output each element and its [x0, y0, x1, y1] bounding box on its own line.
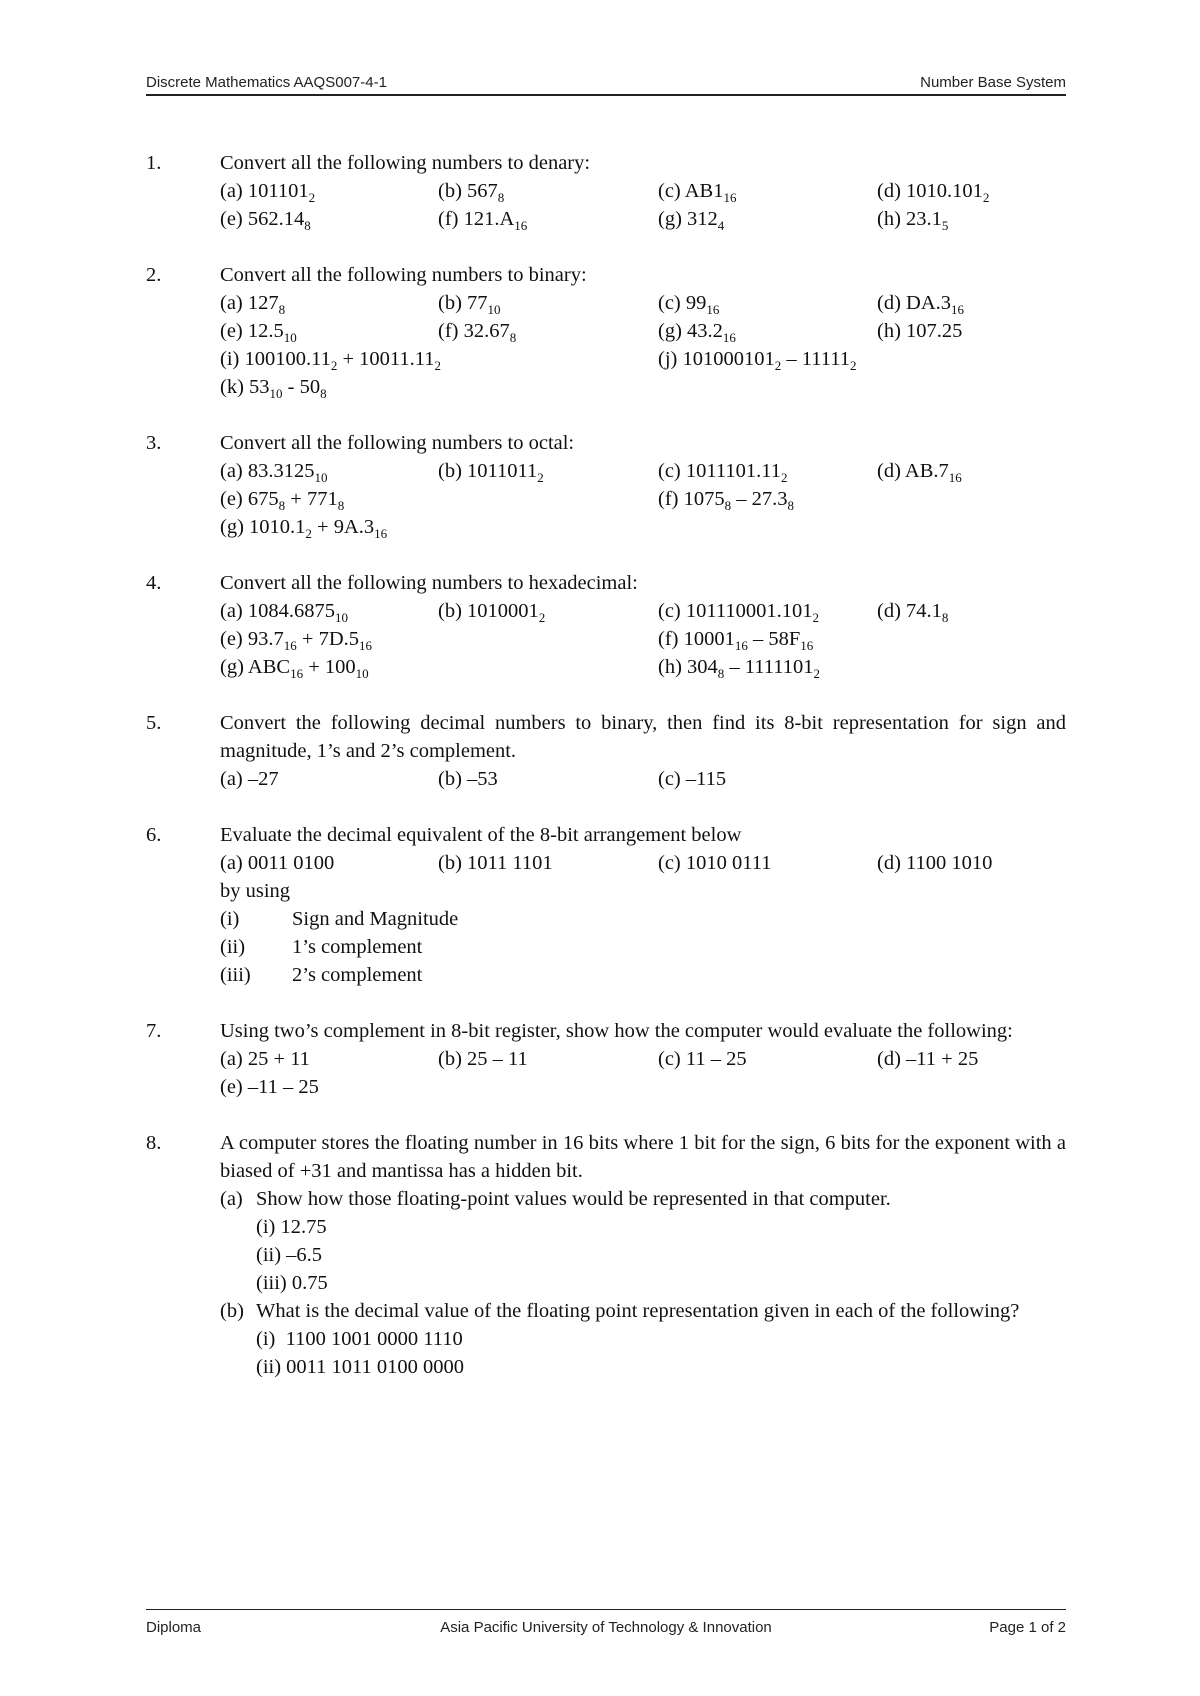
item: (b) –53	[438, 768, 498, 790]
item-row	[220, 205, 1066, 233]
item-row	[220, 765, 1066, 793]
header-rule	[146, 94, 1066, 96]
item: (c) $101110001.101_2$	[658, 600, 819, 626]
item: (b) $1010001_2$	[438, 600, 546, 626]
item: (e) $675_8 + 771_8$	[220, 488, 345, 514]
item: (g) $1010.1_2 + 9A.3_{16}$	[220, 516, 388, 542]
question-number: 2.	[146, 264, 162, 286]
question-number: 8.	[146, 1132, 162, 1154]
item-row	[220, 317, 1066, 345]
item-row	[220, 849, 1066, 877]
item: (b) $1011011_2$	[438, 460, 544, 486]
item: (f) $121.A_{16}$	[438, 208, 528, 234]
question-1	[146, 149, 1066, 233]
question-number: 6.	[146, 824, 162, 846]
question-7	[146, 1017, 1066, 1101]
item: (e) $12.5_{10}$	[220, 320, 297, 346]
item: (f) $1075_8 - 27.3_8$	[658, 488, 794, 514]
question-text: Convert all the following numbers to denary:	[220, 152, 591, 174]
method-item: (iii) 2’s complement	[220, 964, 423, 986]
item: (b) 25 – 11	[438, 1048, 528, 1070]
item: (a) 0011 0100	[220, 852, 335, 874]
item: (h) $304_8 - 1111101_2$	[658, 656, 820, 682]
question-number: 3.	[146, 432, 162, 454]
item: (d) $DA.3_{16}$	[877, 292, 965, 318]
item: (e) $562.14_8$	[220, 208, 311, 234]
question-2	[146, 261, 1066, 401]
item: (a) $1084.6875_{10}$	[220, 600, 349, 626]
item-row	[220, 1073, 1066, 1101]
item: (d) $AB.7_{16}$	[877, 460, 962, 486]
item: (k) $53_{10} - 50_8$	[220, 376, 327, 402]
item-row	[220, 177, 1066, 205]
question-text: Convert all the following numbers to hexadecimal:	[220, 572, 638, 594]
item: (a) 25 + 11	[220, 1048, 310, 1070]
item-row	[220, 457, 1066, 485]
question-6	[146, 821, 1066, 989]
item: (c) –115	[658, 768, 727, 790]
question-text: Using two’s complement in 8-bit register, show how the computer would evaluate the following:	[220, 1020, 1013, 1042]
item-row	[220, 345, 1066, 373]
item-row	[220, 513, 1066, 541]
question-number: 7.	[146, 1020, 162, 1042]
part-b	[220, 1297, 1066, 1325]
question-text: Evaluate the decimal equivalent of the 8-bit arrangement below	[220, 824, 742, 846]
item: (e) –11 – 25	[220, 1076, 319, 1098]
item: (g) $ABC_{16} + 100_{10}$	[220, 656, 369, 682]
question-text: A computer stores the floating number in 16 bits where 1 bit for the sign, 6 bits for the exponent with a biased of +31 and mantissa has a hidden bit.	[220, 1132, 1066, 1182]
question-number: 1.	[146, 152, 162, 174]
item-row	[220, 1045, 1066, 1073]
item: (a) $101101_2$	[220, 180, 316, 206]
part-a	[220, 1185, 1066, 1213]
question-text: Convert all the following numbers to octal:	[220, 432, 575, 454]
item-row	[220, 289, 1066, 317]
question-4	[146, 569, 1066, 681]
item: (a) –27	[220, 768, 279, 790]
sub-item: (ii) –6.5	[256, 1244, 323, 1266]
item: (d) 1100 1010	[877, 852, 993, 874]
question-text: Convert the following decimal numbers to binary, then find its 8-bit representation for sign and magnitude, 1’s and 2’s complement.	[220, 712, 1066, 762]
method-item: (ii) 1’s complement	[220, 936, 423, 958]
sub-item: (ii) 0011 1011 0100 0000	[256, 1356, 465, 1378]
item: (a) $83.3125_{10}$	[220, 460, 328, 486]
item: (b) $77_{10}$	[438, 292, 501, 318]
item: (d) $1010.101_2$	[877, 180, 990, 206]
part-label: (b)	[220, 1300, 244, 1322]
item: (i) $100100.11_2 + 10011.11_2$	[220, 348, 442, 374]
question-list	[146, 149, 1066, 1409]
item: (f) $32.67_8$	[438, 320, 517, 346]
item: (c) $99_{16}$	[658, 292, 720, 318]
sub-item: (i) 1100 1001 0000 1110	[256, 1328, 463, 1350]
item: (b) $567_8$	[438, 180, 505, 206]
item: (f) $10001_{16} - 58F_{16}$	[658, 628, 814, 654]
part-label: (a)	[220, 1188, 243, 1210]
item-row	[220, 653, 1066, 681]
item: (h) $23.1_5$	[877, 208, 949, 234]
item: (e) $93.7_{16} + 7D.5_{16}$	[220, 628, 373, 654]
footer-level: Diploma	[146, 1619, 202, 1636]
item-row	[220, 625, 1066, 653]
footer-institution: Asia Pacific University of Technology & Innovation	[440, 1619, 772, 1636]
item: (g) $312_4$	[658, 208, 725, 234]
item: (h) 107.25	[877, 320, 963, 342]
question-3	[146, 429, 1066, 541]
item: (d) –11 + 25	[877, 1048, 979, 1070]
item-row	[220, 373, 1066, 401]
by-using-label: by using	[220, 880, 291, 902]
header-topic: Number Base System	[920, 74, 1066, 91]
item: (c) 1010 0111	[658, 852, 772, 874]
item: (c) 11 – 25	[658, 1048, 747, 1070]
item: (a) $127_8$	[220, 292, 286, 318]
sub-item: (iii) 0.75	[256, 1272, 328, 1294]
question-text: Convert all the following numbers to binary:	[220, 264, 587, 286]
question-number: 5.	[146, 712, 162, 734]
header-course: Discrete Mathematics AAQS007-4-1	[146, 74, 387, 91]
question-8	[146, 1129, 1066, 1381]
part-text: What is the decimal value of the floating point representation given in each of the following?	[256, 1300, 1020, 1322]
footer-page-number: Page 1 of 2	[989, 1619, 1066, 1636]
item: (c) $AB1_{16}$	[658, 180, 737, 206]
item: (c) $1011101.11_2$	[658, 460, 788, 486]
item: (b) 1011 1101	[438, 852, 553, 874]
item-row	[220, 485, 1066, 513]
question-5	[146, 709, 1066, 793]
part-text: Show how those floating-point values would be represented in that computer.	[256, 1188, 891, 1210]
footer-rule	[146, 1609, 1066, 1610]
item: (d) $74.1_8$	[877, 600, 949, 626]
method-item: (i) Sign and Magnitude	[220, 908, 459, 930]
item-row	[220, 597, 1066, 625]
item: (g) $43.2_{16}$	[658, 320, 736, 346]
question-number: 4.	[146, 572, 162, 594]
sub-item: (i) 12.75	[256, 1216, 327, 1238]
item: (j) $101000101_2 - 11111_2$	[658, 348, 857, 374]
